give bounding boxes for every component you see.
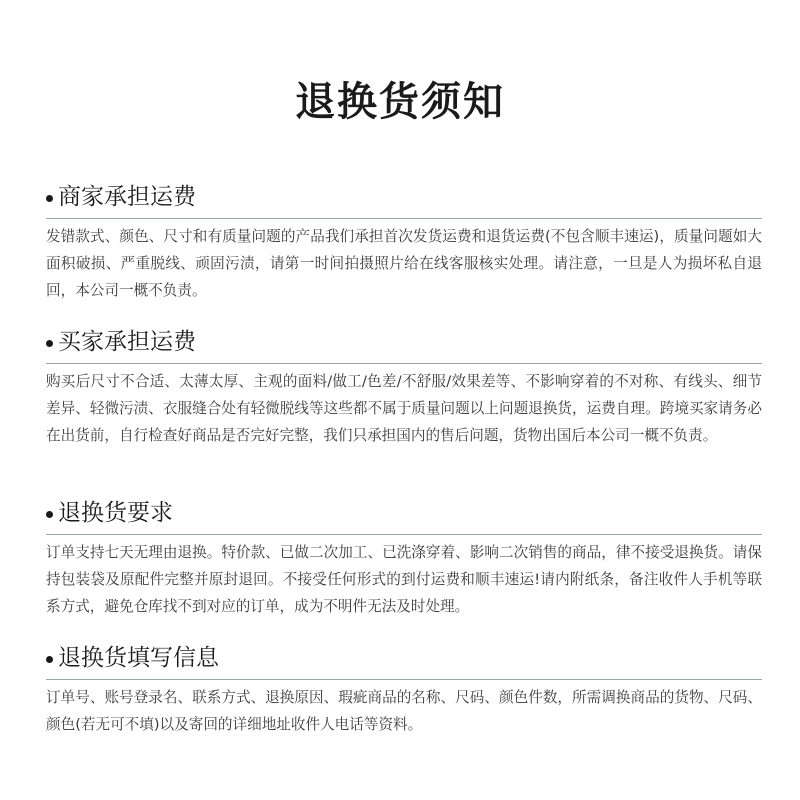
section-return-info bbox=[46, 639, 762, 738]
bullet-icon bbox=[46, 195, 53, 202]
section-body: 订单号、账号登录名、联系方式、退换原因、瑕疵商品的名称、尺码、颜色件数，所需调换商品的货物、尺码、颜色(若无可不填)以及寄回的详细地址收件人电话等资料。 bbox=[46, 689, 762, 733]
section-header bbox=[46, 178, 762, 219]
section-body: 订单支持七天无理由退换。特价款、已做二次加工、已洗涤穿着、影响二次销售的商品，律不接受退换货。请保持包装袋及原配件完整并原封退回。不接受任何形式的到付运费和顺丰速运!请内附纸条，备注收件人手机等联系方式，避免仓库找不到对应的订单，成为不明件无法及时处理。 bbox=[46, 544, 762, 615]
section-return-requirements bbox=[46, 494, 762, 620]
section-body: 发错款式、颜色、尺寸和有质量问题的产品我们承担首次发货运费和退货运费(不包含顺丰速运)，质量问题如大面积破损、严重脱线、顽固污渍，请第一时间拍摄照片给在线客服核实处理。请注意，一旦是人为损坏私自退回，本公司一概不负责。 bbox=[46, 228, 762, 299]
bullet-icon bbox=[46, 340, 53, 347]
bullet-icon bbox=[46, 511, 53, 518]
section-title: 退换货要求 bbox=[58, 500, 173, 526]
section-header bbox=[46, 639, 762, 680]
section-title: 商家承担运费 bbox=[58, 184, 196, 210]
section-seller-pays-shipping bbox=[46, 178, 762, 304]
section-body: 购买后尺寸不合适、太薄太厚、主观的面料/做工/色差/不舒服/效果差等、不影响穿着的不对称、有线头、细节差异、轻微污渍、衣服缝合处有轻微脱线等这些都不属于质量问题以上问题退换货，运费自理。跨境买家请务必在出货前，自行检查好商品是否完好完整，我们只承担国内的售后问题，货物出国后本公司一概不负责。 bbox=[46, 373, 762, 444]
section-buyer-pays-shipping bbox=[46, 323, 762, 449]
section-title: 退换货填写信息 bbox=[58, 645, 219, 671]
page-title: 退换货须知 bbox=[295, 79, 505, 125]
section-header bbox=[46, 494, 762, 535]
bullet-icon bbox=[46, 656, 53, 663]
section-title: 买家承担运费 bbox=[58, 329, 196, 355]
section-header bbox=[46, 323, 762, 364]
